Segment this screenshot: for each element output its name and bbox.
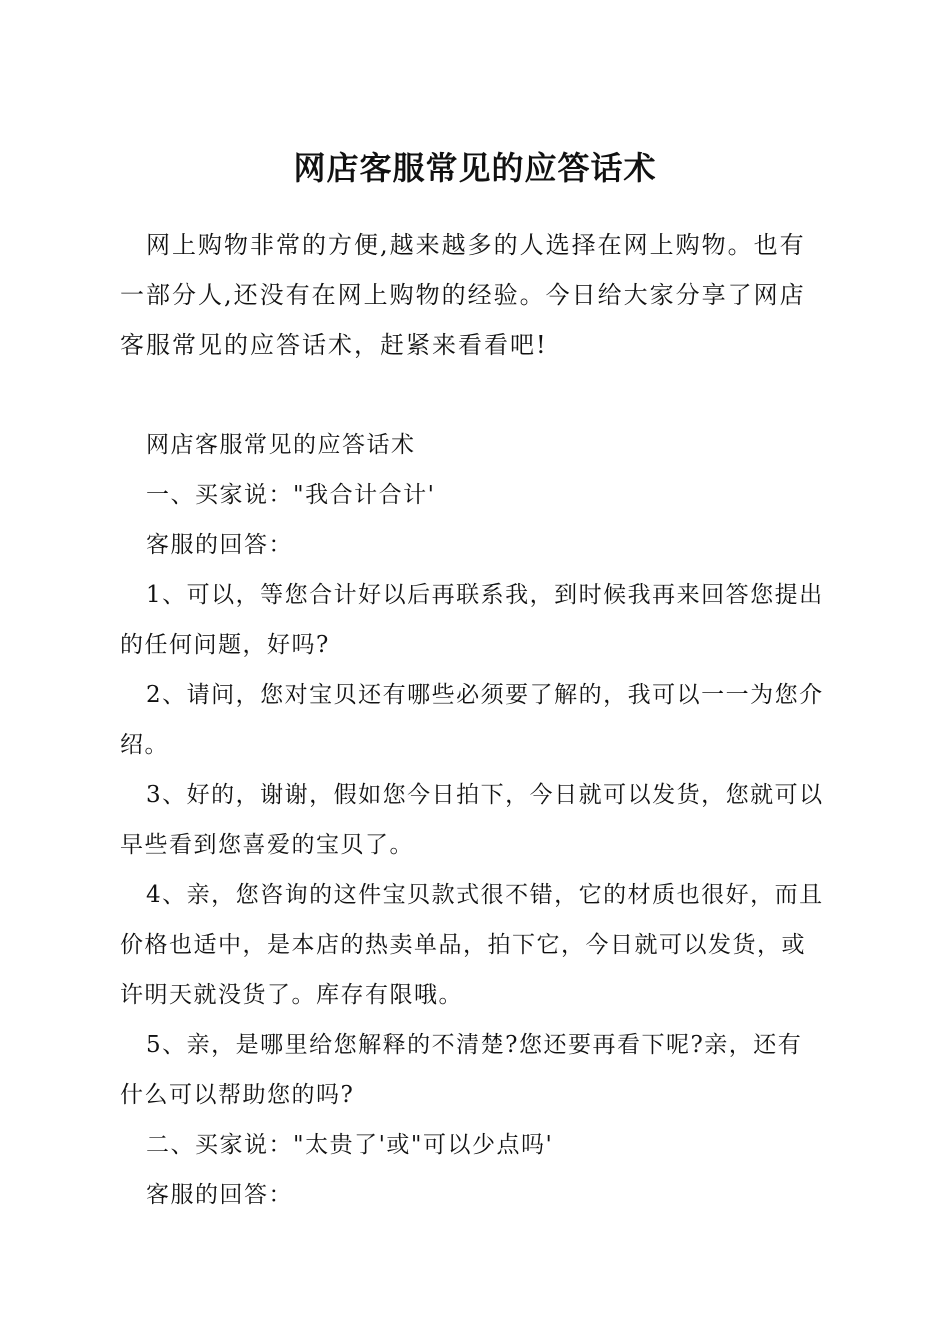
- question-heading-2: 二、买家说："太贵了'或"可以少点吗': [146, 1132, 554, 1158]
- document-body: [120, 420, 824, 1220]
- answer-item-4: 4、亲，您咨询的这件宝贝款式很不错，它的材质也很好，而且价格也适中，是本店的热卖单品，拍下它，今日就可以发货，或许明天就没货了。库存有限哦。: [120, 882, 824, 1008]
- question-heading-1: 一、买家说："我合计合计': [146, 482, 436, 508]
- document-title: 网店客服常见的应答话术: [293, 149, 657, 187]
- section-heading: 网店客服常见的应答话术: [146, 432, 416, 458]
- answer-item-5: 5、亲，是哪里给您解释的不清楚?您还要再看下呢?亲，还有什么可以帮助您的吗?: [120, 1032, 803, 1108]
- answer-label: 客服的回答：: [146, 532, 293, 558]
- intro-paragraph: 网上购物非常的方便,越来越多的人选择在网上购物。也有一部分人,还没有在网上购物的经验。今日给大家分享了网店客服常见的应答话术，赶紧来看看吧!: [120, 231, 806, 359]
- answer-item-2: 2、请问，您对宝贝还有哪些必须要了解的，我可以一一为您介绍。: [120, 682, 824, 758]
- answer-item-3: 3、好的，谢谢，假如您今日拍下，今日就可以发货，您就可以早些看到您喜爱的宝贝了。: [120, 782, 824, 858]
- answer-label: 客服的回答：: [146, 1182, 293, 1208]
- answer-item-1: 1、可以，等您合计好以后再联系我，到时候我再来回答您提出的任何问题，好吗?: [120, 582, 824, 658]
